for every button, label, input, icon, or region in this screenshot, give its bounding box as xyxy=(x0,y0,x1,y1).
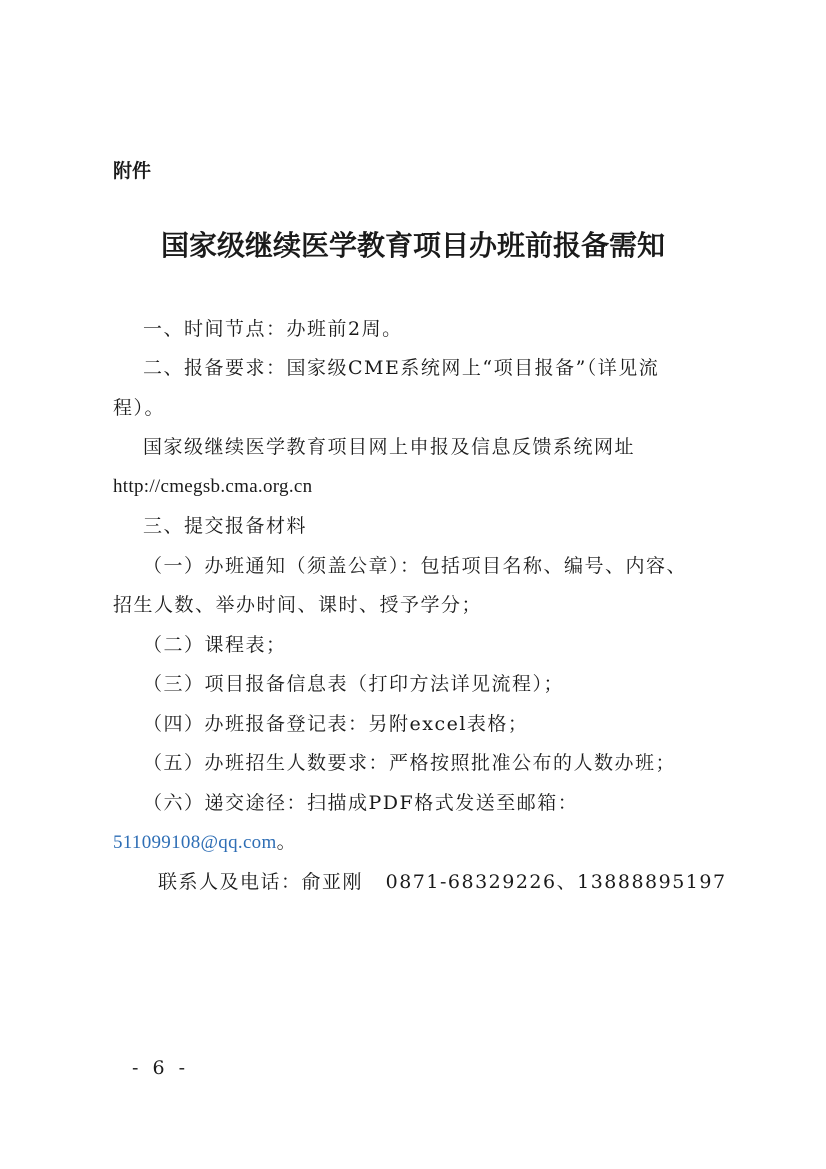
contact-line: 联系人及电话：俞亚刚 0871-68329226、13888895197 xyxy=(158,871,727,893)
attachment-label: 附件 xyxy=(113,160,152,182)
requirement-line-1: 二、报备要求：国家级CME系统网上“项目报备”（详见流 xyxy=(143,357,660,379)
website-url[interactable]: http://cmegsb.cma.org.cn xyxy=(113,476,313,497)
email-suffix: 。 xyxy=(276,831,298,853)
page-title: 国家级继续医学教育项目办班前报备需知 xyxy=(160,229,665,262)
page-number: - 6 - xyxy=(132,1057,190,1079)
email-line xyxy=(113,829,297,856)
email-link[interactable]: 511099108@qq.com xyxy=(113,832,277,853)
material-item-5: （五）办班招生人数要求：严格按照批准公布的人数办班； xyxy=(143,752,677,774)
time-node-line: 一、时间节点：办班前2周。 xyxy=(143,318,403,340)
materials-heading: 三、提交报备材料 xyxy=(143,515,308,537)
material-item-1-line-1: （一）办班通知（须盖公章）：包括项目名称、编号、内容、 xyxy=(143,555,688,577)
material-item-3: （三）项目报备信息表（打印方法详见流程）； xyxy=(143,673,565,695)
material-item-1-line-2: 招生人数、举办时间、课时、授予学分； xyxy=(113,594,483,616)
website-label: 国家级继续医学教育项目网上申报及信息反馈系统网址 xyxy=(143,436,636,458)
material-item-4: （四）办班报备登记表：另附excel表格； xyxy=(143,713,529,735)
requirement-line-2: 程）。 xyxy=(113,397,166,419)
material-item-6: （六）递交途径：扫描成PDF格式发送至邮箱： xyxy=(143,792,579,814)
material-item-2: （二）课程表； xyxy=(143,634,287,656)
